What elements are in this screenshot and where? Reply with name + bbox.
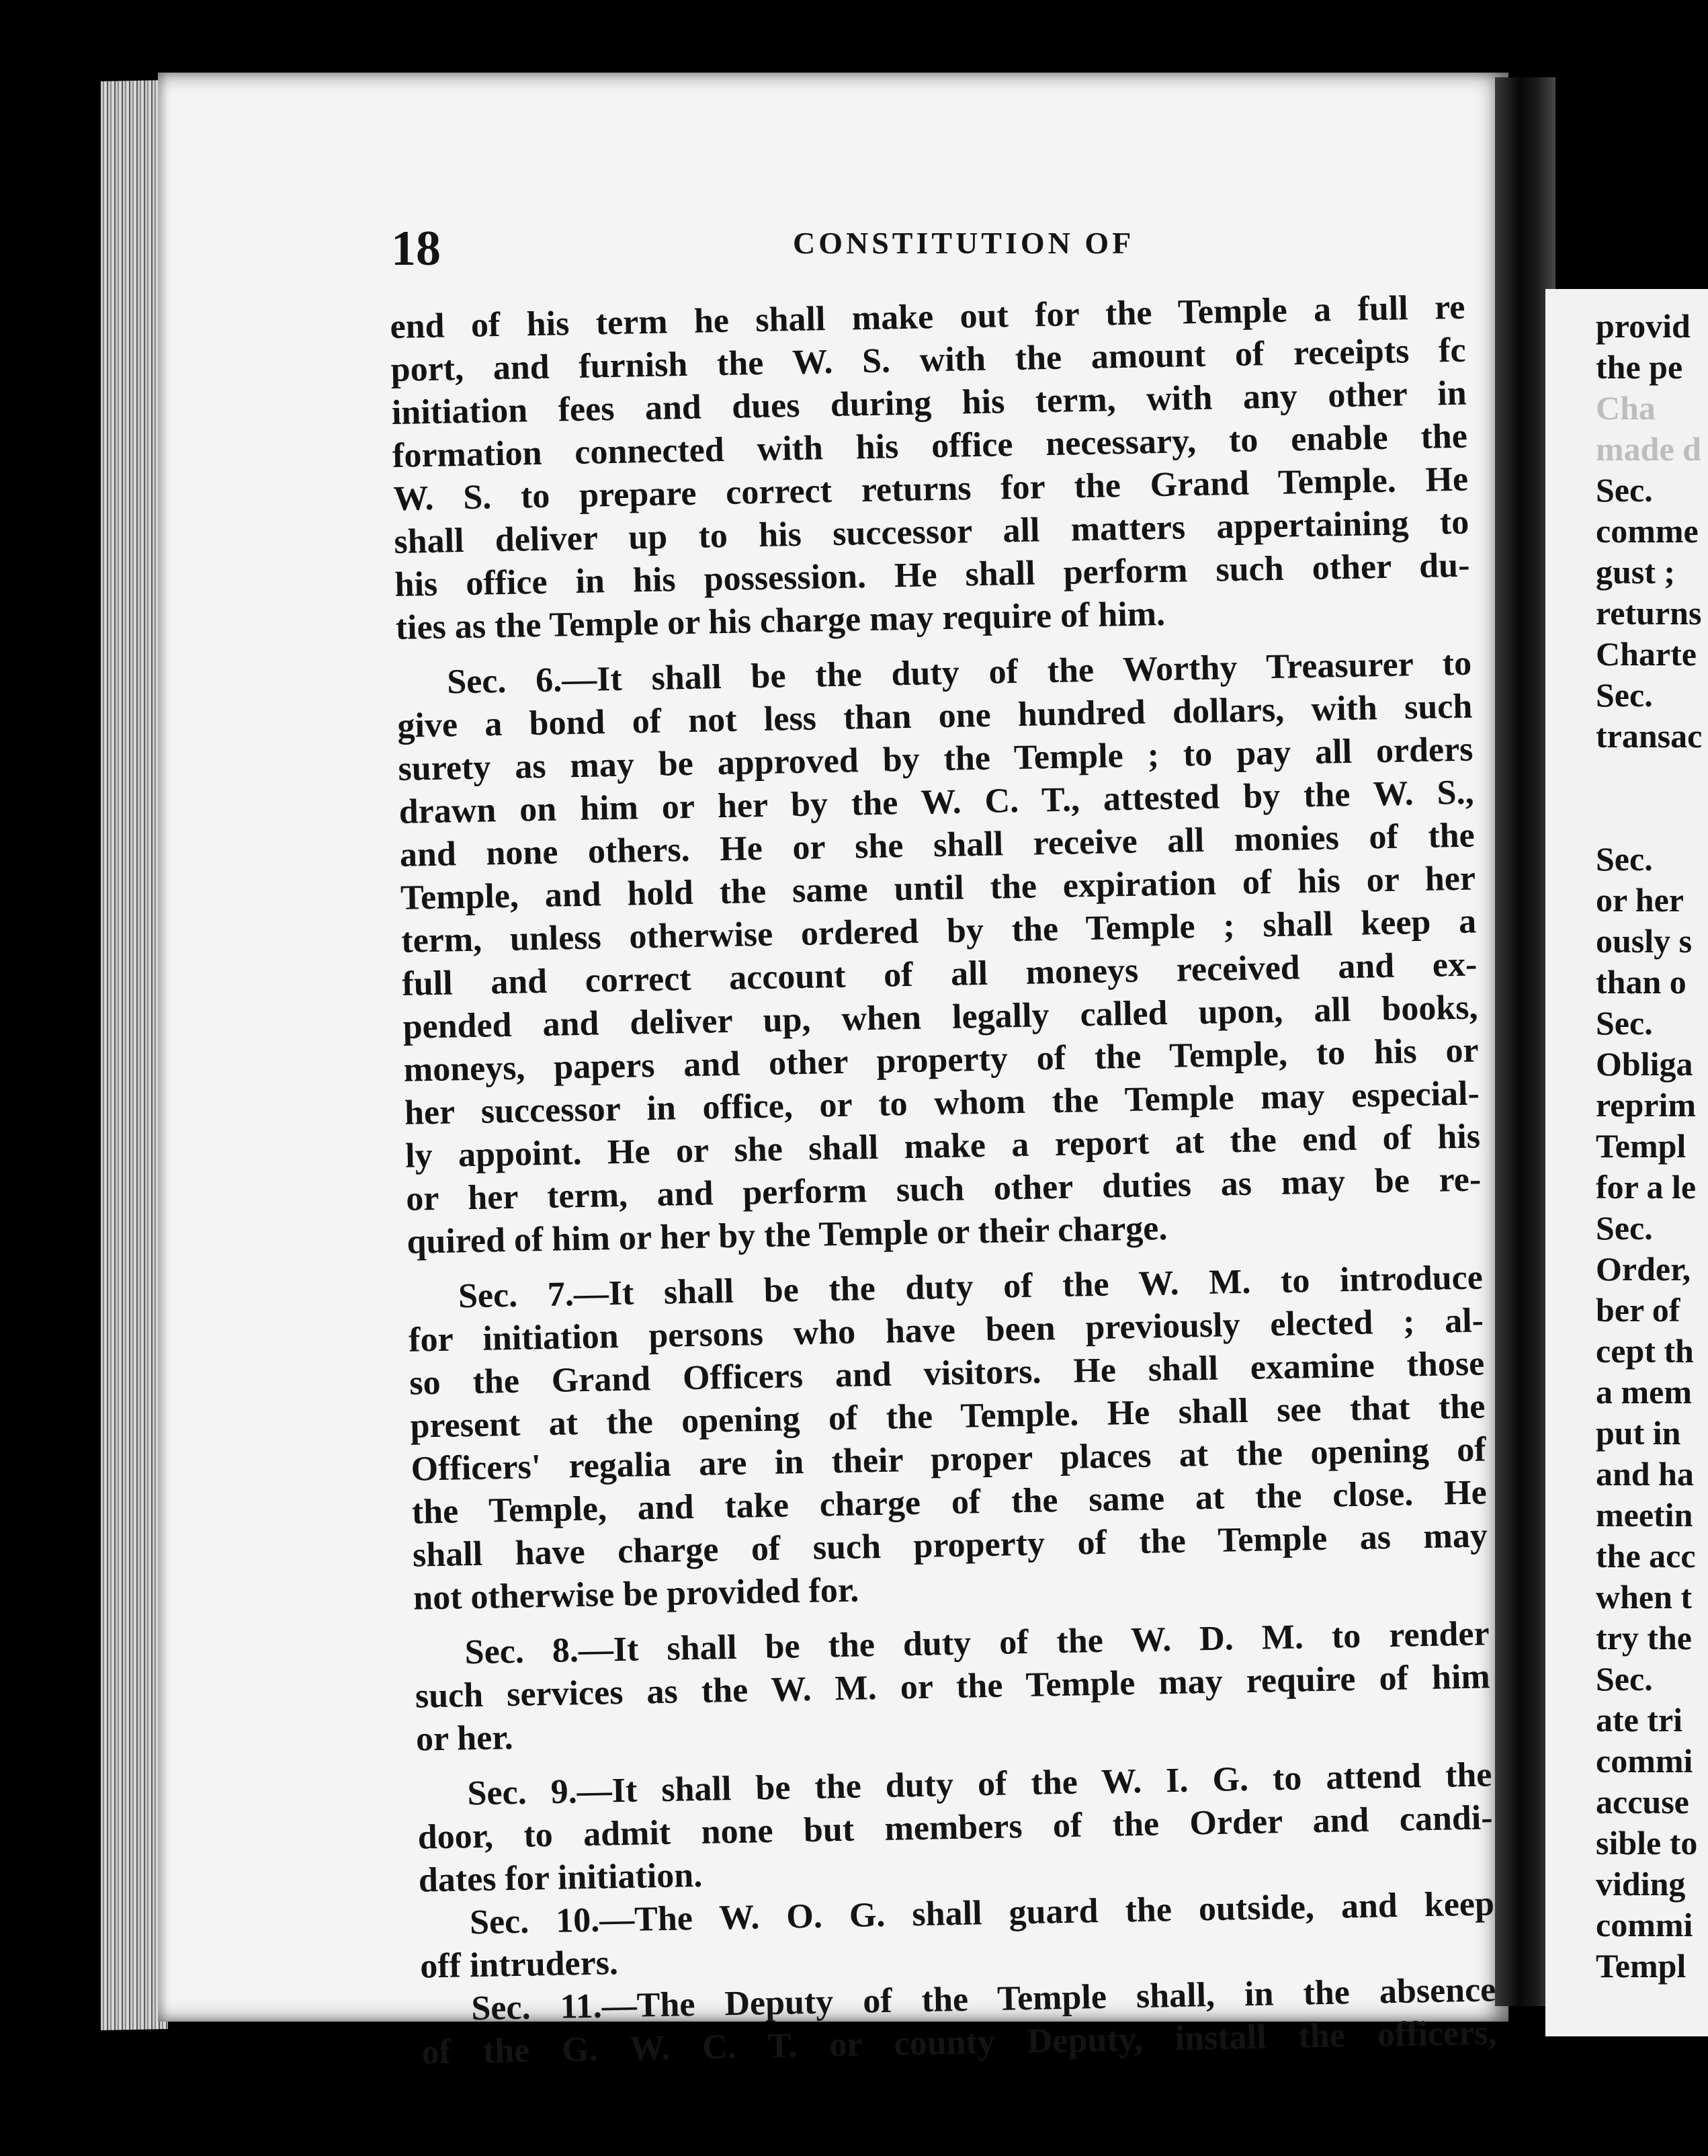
text-line: formation connected with his office necessary, to enable the bbox=[392, 417, 1468, 475]
right-text-line: reprim bbox=[1596, 1086, 1697, 1124]
right-text-line: gust ; bbox=[1596, 553, 1676, 591]
text-line: moneys, papers and other property of the Temple, to his or bbox=[403, 1031, 1480, 1089]
right-text-line: ously s bbox=[1596, 922, 1693, 960]
right-text-line: Obliga bbox=[1596, 1045, 1693, 1083]
right-text-line: cept th bbox=[1596, 1332, 1694, 1370]
text-line: surety as may be approved by the Temple ; to pay all orders bbox=[398, 730, 1474, 788]
text-line: the Temple, and take charge of the same at the close. He bbox=[411, 1473, 1488, 1532]
right-text-line: ber of bbox=[1596, 1291, 1680, 1329]
text-line: or her term, and perform such other duties as may be re- bbox=[405, 1160, 1482, 1218]
right-text-line: made d bbox=[1596, 430, 1701, 468]
text-line: ly appoint. He or she shall make a report at the end of his bbox=[404, 1117, 1481, 1175]
text-line: full and correct account of all moneys received and ex- bbox=[401, 945, 1478, 1003]
text-line: shall have charge of such property of the Temple as may bbox=[412, 1516, 1488, 1575]
text-line: of the G. W. C. T. or county Deputy, install the officers, bbox=[421, 2014, 1497, 2072]
right-text-line: Sec. bbox=[1596, 840, 1653, 878]
right-text-line bbox=[1596, 798, 1708, 839]
text-line: present at the opening of the Temple. He shall see that the bbox=[410, 1387, 1486, 1446]
right-text-line: returns bbox=[1596, 594, 1702, 632]
section-11-heading-line: Sec. 11.—The Deputy of the Temple shall, in the absence bbox=[470, 1971, 1496, 2028]
right-text-line: or her bbox=[1596, 881, 1684, 919]
text-line: door, to admit none but members of the Order and candi- bbox=[417, 1798, 1494, 1857]
text-line: pended and deliver up, when legally called upon, all books, bbox=[402, 988, 1478, 1046]
right-text-line: provid bbox=[1596, 307, 1691, 345]
section-9-heading-line: Sec. 9.—It shall be the duty of the W. I. G. to attend the bbox=[467, 1755, 1492, 1813]
right-text-line: meetin bbox=[1596, 1496, 1693, 1534]
text-line: initiation fees and dues during his term, with any other in bbox=[391, 374, 1467, 432]
right-text-line: the pe bbox=[1596, 348, 1683, 386]
right-text-line: a mem bbox=[1596, 1373, 1692, 1411]
running-head: CONSTITUTION OF bbox=[793, 226, 1135, 260]
text-line: port, and furnish the W. S. with the amount of receipts fc bbox=[390, 331, 1467, 389]
right-text-line: viding bbox=[1596, 1865, 1686, 1903]
right-text-line: accuse bbox=[1596, 1783, 1689, 1821]
right-text-line: put in bbox=[1596, 1414, 1681, 1452]
text-line: so the Grand Officers and visitors. He shall examine those bbox=[409, 1344, 1485, 1403]
right-text-line: commi bbox=[1596, 1742, 1693, 1780]
right-text-line: commi bbox=[1596, 1906, 1693, 1944]
right-text-line bbox=[1596, 757, 1708, 798]
right-text-line: comme bbox=[1596, 512, 1699, 550]
right-text-line: Sec. bbox=[1596, 1209, 1653, 1247]
right-text-line: when t bbox=[1596, 1578, 1693, 1616]
right-text-line: and ha bbox=[1596, 1455, 1694, 1493]
text-line: such services as the W. M. or the Temple may require of him bbox=[415, 1657, 1491, 1716]
text-line: not otherwise be provided for. bbox=[413, 1571, 859, 1618]
section-8-heading-line: Sec. 8.—It shall be the duty of the W. D. M. to render bbox=[464, 1614, 1490, 1672]
section-7-heading-line: Sec. 7.—It shall be the duty of the W. M. to introduce bbox=[458, 1258, 1484, 1316]
right-text-line: sible to bbox=[1596, 1824, 1698, 1862]
text-line: dates for initiation. bbox=[418, 1856, 703, 1900]
right-text-line: Templ bbox=[1596, 1127, 1686, 1165]
text-line: ties as the Temple or his charge may require of him. bbox=[395, 594, 1166, 647]
text-line: shall deliver up to his successor all matters appertaining to bbox=[393, 503, 1469, 561]
text-line: and none others. He or she shall receive all monies of the bbox=[399, 816, 1476, 874]
right-text-line: Templ bbox=[1596, 1947, 1686, 1985]
text-line: drawn on him or her by the W. C. T., attested by the W. S., bbox=[398, 773, 1475, 831]
page-number: 18 bbox=[391, 221, 441, 276]
text-line: for initiation persons who have been previously elected ; al- bbox=[408, 1301, 1484, 1360]
right-text-line: transac bbox=[1596, 717, 1703, 755]
right-text-line: Cha bbox=[1596, 389, 1656, 427]
right-text-line: ate tri bbox=[1596, 1701, 1683, 1739]
right-text-line: Sec. bbox=[1596, 471, 1653, 509]
text-line: end of his term he shall make out for the Temple a full re bbox=[390, 288, 1465, 346]
right-text-line: than o bbox=[1596, 963, 1686, 1001]
right-page-body bbox=[1596, 306, 1708, 1987]
text-line: or her. bbox=[415, 1718, 514, 1759]
text-line: term, unless otherwise ordered by the Temple ; shall keep a bbox=[400, 902, 1477, 960]
right-text-line: Sec. bbox=[1596, 1004, 1653, 1042]
text-line: Temple, and hold the same until the expiration of his or her bbox=[400, 859, 1476, 917]
right-text-line: the acc bbox=[1596, 1537, 1696, 1575]
right-text-line: Order, bbox=[1596, 1250, 1691, 1288]
right-text-line: Sec. bbox=[1596, 1660, 1653, 1698]
right-text-line: for a le bbox=[1596, 1168, 1697, 1206]
section-10-heading-line: Sec. 10.—The W. O. G. shall guard the outside, and keep bbox=[469, 1884, 1495, 1942]
text-line: W. S. to prepare correct returns for the Grand Temple. He bbox=[392, 460, 1469, 518]
section-6-heading-line: Sec. 6.—It shall be the duty of the Worthy Treasurer to bbox=[446, 644, 1472, 702]
text-line: Officers' regalia are in their proper places at the opening of bbox=[411, 1430, 1486, 1489]
text-line: her successor in office, or to whom the Temple may especial- bbox=[404, 1074, 1480, 1132]
text-line: give a bond of not less than one hundred dollars, with such bbox=[396, 687, 1473, 745]
right-text-line: try the bbox=[1596, 1619, 1692, 1657]
left-page-body bbox=[390, 286, 1497, 2075]
text-line: quired of him or her by the Temple or their charge. bbox=[407, 1209, 1168, 1261]
right-text-line: Charte bbox=[1596, 635, 1697, 673]
text-line: his office in his possession. He shall perform such other du- bbox=[394, 546, 1470, 604]
text-line: off intruders. bbox=[419, 1944, 619, 1986]
right-text-line: Sec. bbox=[1596, 676, 1653, 714]
